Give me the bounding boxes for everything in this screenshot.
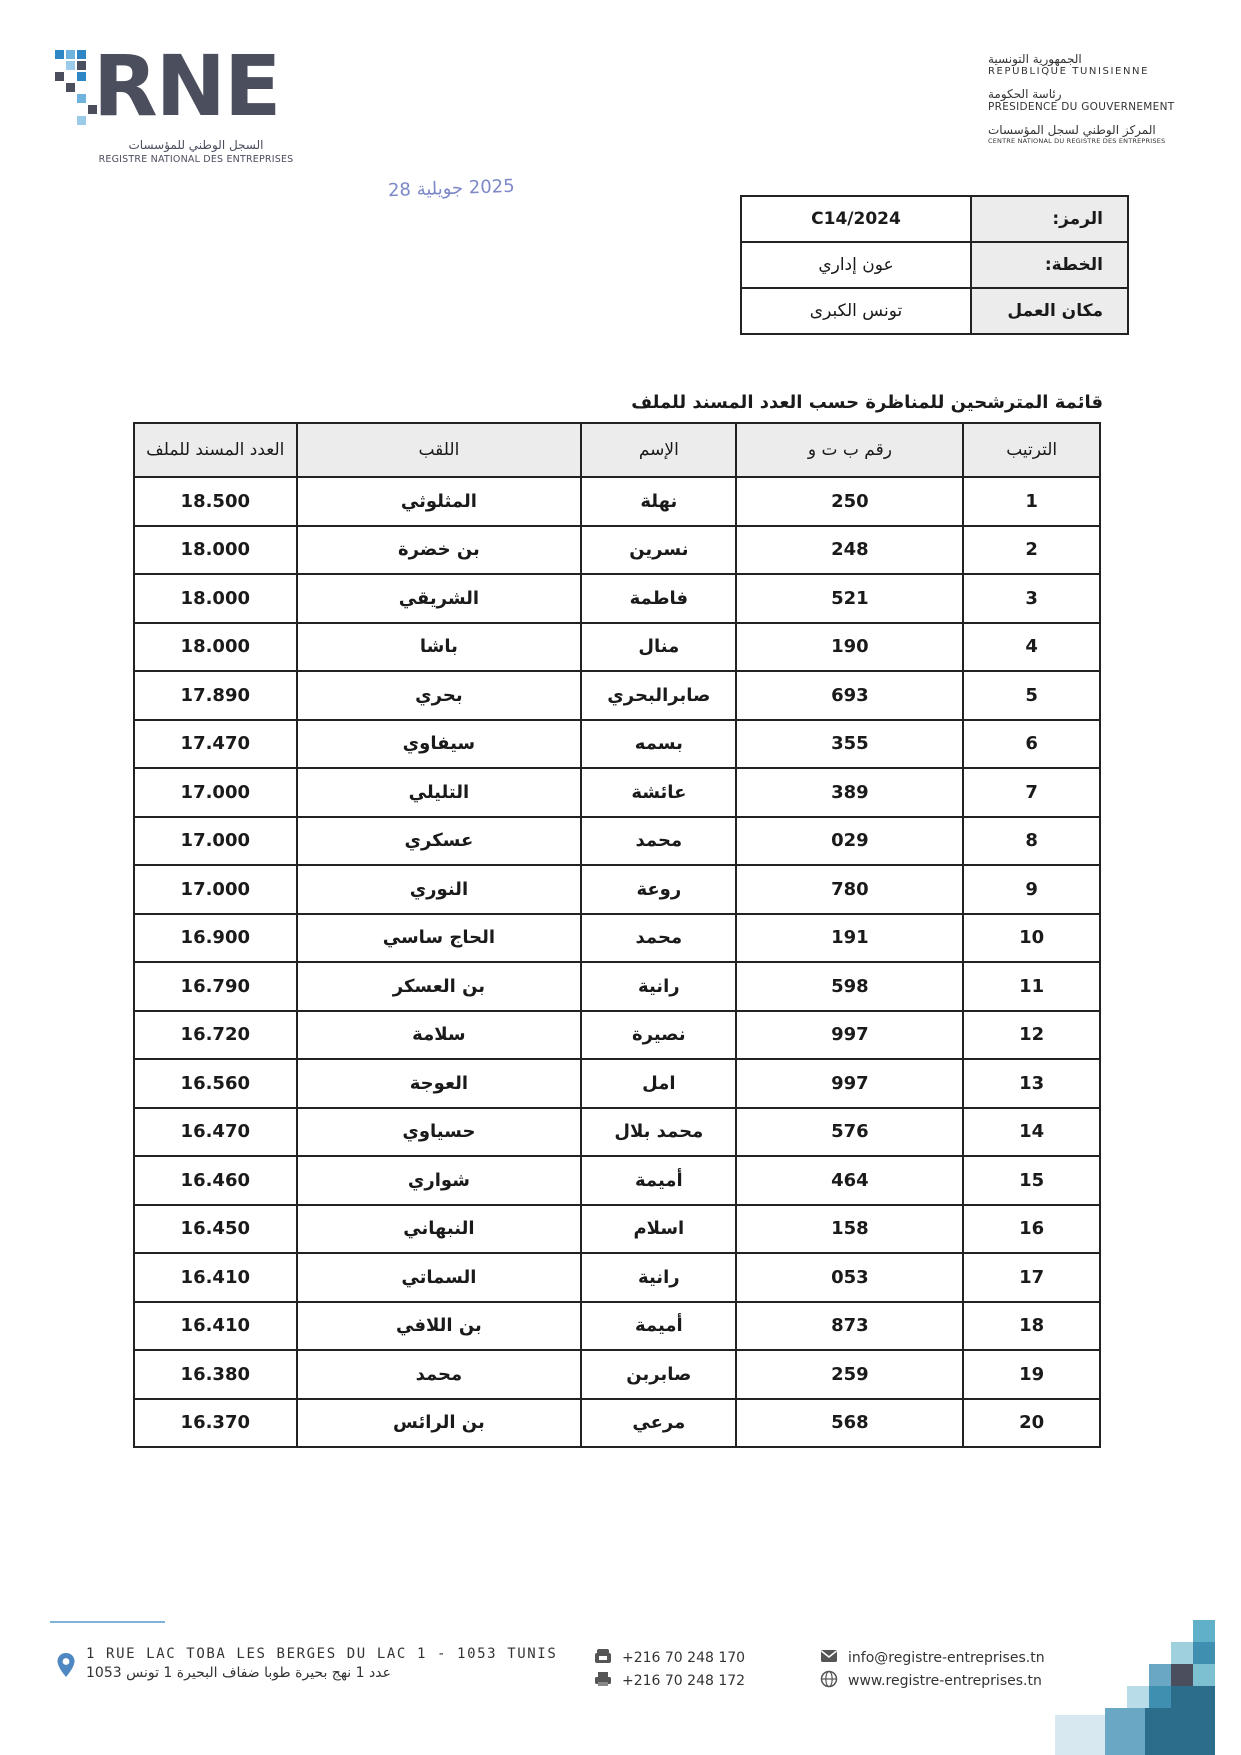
cell-score: 16.560 bbox=[134, 1059, 297, 1108]
table-row bbox=[134, 817, 1100, 866]
cell-first-name: رانية bbox=[581, 962, 736, 1011]
cell-first-name: نهلة bbox=[581, 477, 736, 526]
info-row-location bbox=[741, 288, 1128, 334]
cell-rank: 16 bbox=[963, 1205, 1100, 1254]
table-row bbox=[134, 623, 1100, 672]
col-header-first-name: الإسم bbox=[581, 423, 736, 477]
cell-rank: 7 bbox=[963, 768, 1100, 817]
cell-id-number: 873 bbox=[736, 1302, 963, 1351]
cell-id-number: 464 bbox=[736, 1156, 963, 1205]
cell-score: 17.000 bbox=[134, 768, 297, 817]
info-label: الخطة: bbox=[971, 242, 1128, 288]
cell-score: 17.470 bbox=[134, 720, 297, 769]
footer-divider bbox=[50, 1621, 165, 1623]
cell-id-number: 053 bbox=[736, 1253, 963, 1302]
cell-first-name: نصيرة bbox=[581, 1011, 736, 1060]
cell-rank: 9 bbox=[963, 865, 1100, 914]
cell-rank: 5 bbox=[963, 671, 1100, 720]
info-value: C14/2024 bbox=[741, 196, 971, 242]
cell-last-name: باشا bbox=[297, 623, 582, 672]
cell-last-name: بن الرائس bbox=[297, 1399, 582, 1448]
cell-score: 18.500 bbox=[134, 477, 297, 526]
phone-icon bbox=[594, 1648, 612, 1668]
cell-id-number: 248 bbox=[736, 526, 963, 575]
cell-id-number: 355 bbox=[736, 720, 963, 769]
cell-score: 18.000 bbox=[134, 623, 297, 672]
cell-rank: 1 bbox=[963, 477, 1100, 526]
cell-score: 17.000 bbox=[134, 865, 297, 914]
cell-rank: 4 bbox=[963, 623, 1100, 672]
cell-last-name: بحري bbox=[297, 671, 582, 720]
cell-score: 16.450 bbox=[134, 1205, 297, 1254]
cell-rank: 20 bbox=[963, 1399, 1100, 1448]
cell-first-name: أميمة bbox=[581, 1302, 736, 1351]
table-row bbox=[134, 865, 1100, 914]
table-row bbox=[134, 720, 1100, 769]
cell-last-name: السماتي bbox=[297, 1253, 582, 1302]
cell-first-name: روعة bbox=[581, 865, 736, 914]
cell-score: 16.720 bbox=[134, 1011, 297, 1060]
contact-block bbox=[820, 1646, 1045, 1692]
cell-id-number: 259 bbox=[736, 1350, 963, 1399]
phone-number[interactable]: +216 70 248 170 bbox=[622, 1649, 746, 1666]
table-row bbox=[134, 671, 1100, 720]
cell-score: 16.470 bbox=[134, 1108, 297, 1157]
cell-score: 16.790 bbox=[134, 962, 297, 1011]
cell-id-number: 997 bbox=[736, 1059, 963, 1108]
phone-block bbox=[594, 1646, 745, 1692]
website-link[interactable]: www.registre-entreprises.tn bbox=[848, 1672, 1042, 1689]
col-header-last-name: اللقب bbox=[297, 423, 582, 477]
list-title: قائمة المترشحين للمناظرة حسب العدد المسند للملف bbox=[631, 392, 1103, 413]
cell-rank: 15 bbox=[963, 1156, 1100, 1205]
decorative-mosaic-corner bbox=[1055, 1620, 1225, 1755]
logo-tagline-fr: REGISTRE NATIONAL DES ENTREPRISES bbox=[98, 154, 294, 165]
info-value: عون إداري bbox=[741, 242, 971, 288]
cell-last-name: سيفاوي bbox=[297, 720, 582, 769]
table-row bbox=[134, 1011, 1100, 1060]
table-row bbox=[134, 1350, 1100, 1399]
cell-id-number: 568 bbox=[736, 1399, 963, 1448]
cell-score: 16.370 bbox=[134, 1399, 297, 1448]
info-row-position bbox=[741, 242, 1128, 288]
presidency-ar: رئاسة الحكومة bbox=[988, 87, 1062, 101]
cell-id-number: 029 bbox=[736, 817, 963, 866]
cell-rank: 17 bbox=[963, 1253, 1100, 1302]
cell-score: 16.460 bbox=[134, 1156, 297, 1205]
info-label: الرمز: bbox=[971, 196, 1128, 242]
table-row bbox=[134, 768, 1100, 817]
col-header-id-number: رقم ب ت و bbox=[736, 423, 963, 477]
cell-last-name: شواري bbox=[297, 1156, 582, 1205]
logo-letters: RNE bbox=[93, 37, 280, 135]
republic-fr: REPUBLIQUE TUNISIENNE bbox=[988, 66, 1150, 77]
cell-id-number: 997 bbox=[736, 1011, 963, 1060]
email-icon bbox=[820, 1649, 838, 1667]
table-header-row bbox=[134, 423, 1100, 477]
address-ar: عدد 1 نهج بحيرة طوبا ضفاف البحيرة 1 تونس 1053 bbox=[86, 1665, 391, 1681]
cell-rank: 13 bbox=[963, 1059, 1100, 1108]
rne-logo bbox=[55, 37, 305, 170]
cell-last-name: المثلوثي bbox=[297, 477, 582, 526]
table-row bbox=[134, 1205, 1100, 1254]
table-row bbox=[134, 1108, 1100, 1157]
cell-last-name: سلامة bbox=[297, 1011, 582, 1060]
cell-first-name: صابرالبحري bbox=[581, 671, 736, 720]
cell-last-name: بن خضرة bbox=[297, 526, 582, 575]
cell-first-name: امل bbox=[581, 1059, 736, 1108]
cell-rank: 14 bbox=[963, 1108, 1100, 1157]
table-row bbox=[134, 526, 1100, 575]
cell-last-name: التليلي bbox=[297, 768, 582, 817]
institution-header bbox=[988, 52, 1178, 155]
cell-id-number: 693 bbox=[736, 671, 963, 720]
cell-id-number: 389 bbox=[736, 768, 963, 817]
cell-last-name: العوجة bbox=[297, 1059, 582, 1108]
col-header-score: العدد المسند للملف bbox=[134, 423, 297, 477]
centre-ar: المركز الوطني لسجل المؤسسات bbox=[988, 123, 1156, 137]
cell-first-name: بسمه bbox=[581, 720, 736, 769]
cell-first-name: أميمة bbox=[581, 1156, 736, 1205]
table-row bbox=[134, 574, 1100, 623]
cell-first-name: اسلام bbox=[581, 1205, 736, 1254]
cell-last-name: حسياوي bbox=[297, 1108, 582, 1157]
cell-first-name: محمد بلال bbox=[581, 1108, 736, 1157]
table-row bbox=[134, 1253, 1100, 1302]
cell-score: 16.380 bbox=[134, 1350, 297, 1399]
cell-rank: 11 bbox=[963, 962, 1100, 1011]
fax-number[interactable]: +216 70 248 172 bbox=[622, 1672, 746, 1689]
table-row bbox=[134, 962, 1100, 1011]
email-link[interactable]: info@registre-entreprises.tn bbox=[848, 1649, 1045, 1666]
cell-score: 17.000 bbox=[134, 817, 297, 866]
cell-first-name: محمد bbox=[581, 817, 736, 866]
date-stamp: 2025 جويلية 28 bbox=[387, 175, 515, 202]
globe-icon bbox=[820, 1670, 838, 1692]
cell-last-name: النبهاني bbox=[297, 1205, 582, 1254]
cell-last-name: محمد bbox=[297, 1350, 582, 1399]
cell-score: 18.000 bbox=[134, 574, 297, 623]
cell-first-name: صابربن bbox=[581, 1350, 736, 1399]
col-header-rank: الترتيب bbox=[963, 423, 1100, 477]
cell-id-number: 576 bbox=[736, 1108, 963, 1157]
cell-first-name: فاطمة bbox=[581, 574, 736, 623]
cell-score: 16.410 bbox=[134, 1302, 297, 1351]
position-info-table bbox=[740, 195, 1129, 335]
cell-last-name: بن العسكر bbox=[297, 962, 582, 1011]
cell-rank: 3 bbox=[963, 574, 1100, 623]
cell-rank: 12 bbox=[963, 1011, 1100, 1060]
cell-rank: 19 bbox=[963, 1350, 1100, 1399]
table-row bbox=[134, 914, 1100, 963]
cell-id-number: 250 bbox=[736, 477, 963, 526]
cell-first-name: محمد bbox=[581, 914, 736, 963]
cell-id-number: 158 bbox=[736, 1205, 963, 1254]
cell-last-name: عسكري bbox=[297, 817, 582, 866]
table-row bbox=[134, 1399, 1100, 1448]
cell-last-name: بن اللافي bbox=[297, 1302, 582, 1351]
cell-score: 16.410 bbox=[134, 1253, 297, 1302]
info-row-code bbox=[741, 196, 1128, 242]
cell-id-number: 780 bbox=[736, 865, 963, 914]
cell-first-name: نسرين bbox=[581, 526, 736, 575]
centre-fr: CENTRE NATIONAL DU REGISTRE DES ENTREPRISES bbox=[988, 137, 1166, 145]
cell-id-number: 190 bbox=[736, 623, 963, 672]
candidates-table bbox=[133, 422, 1101, 1448]
fax-icon bbox=[594, 1671, 612, 1691]
cell-rank: 8 bbox=[963, 817, 1100, 866]
republic-ar: الجمهورية التونسية bbox=[988, 52, 1082, 66]
location-pin-icon bbox=[56, 1652, 76, 1682]
table-row bbox=[134, 1059, 1100, 1108]
address-block bbox=[86, 1646, 557, 1681]
cell-id-number: 191 bbox=[736, 914, 963, 963]
logo-tagline-ar: السجل الوطني للمؤسسات bbox=[128, 138, 264, 152]
cell-score: 17.890 bbox=[134, 671, 297, 720]
presidency-fr: PRESIDENCE DU GOUVERNEMENT bbox=[988, 101, 1175, 113]
cell-last-name: الحاج ساسي bbox=[297, 914, 582, 963]
cell-id-number: 521 bbox=[736, 574, 963, 623]
cell-first-name: عائشة bbox=[581, 768, 736, 817]
cell-rank: 18 bbox=[963, 1302, 1100, 1351]
cell-rank: 10 bbox=[963, 914, 1100, 963]
cell-first-name: منال bbox=[581, 623, 736, 672]
table-row bbox=[134, 1156, 1100, 1205]
address-fr: 1 RUE LAC TOBA LES BERGES DU LAC 1 - 1053 TUNIS bbox=[86, 1646, 558, 1662]
cell-last-name: النوري bbox=[297, 865, 582, 914]
cell-id-number: 598 bbox=[736, 962, 963, 1011]
cell-rank: 2 bbox=[963, 526, 1100, 575]
cell-rank: 6 bbox=[963, 720, 1100, 769]
info-label: مكان العمل bbox=[971, 288, 1128, 334]
info-value: تونس الكبرى bbox=[741, 288, 971, 334]
table-row bbox=[134, 1302, 1100, 1351]
cell-first-name: رانية bbox=[581, 1253, 736, 1302]
cell-first-name: مرعي bbox=[581, 1399, 736, 1448]
cell-score: 16.900 bbox=[134, 914, 297, 963]
cell-score: 18.000 bbox=[134, 526, 297, 575]
cell-last-name: الشريقي bbox=[297, 574, 582, 623]
table-row bbox=[134, 477, 1100, 526]
